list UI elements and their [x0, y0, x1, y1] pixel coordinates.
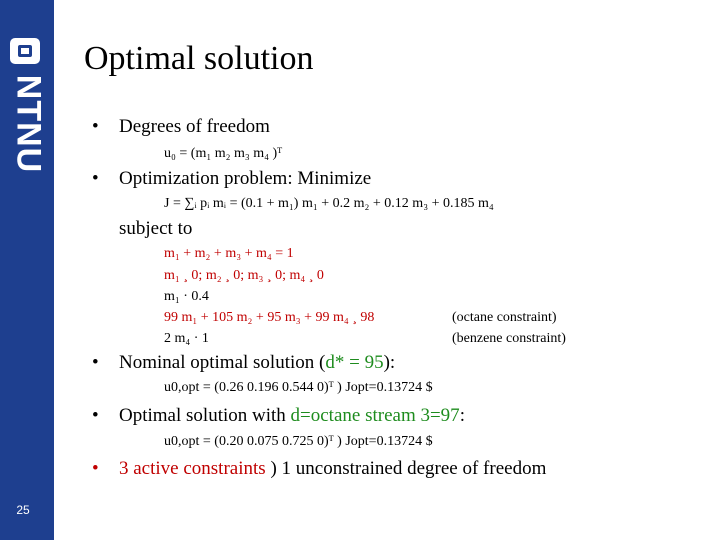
disturbance-value: d=octane stream 3=97	[290, 405, 460, 426]
active-constraints-count: 3 active constraints	[119, 458, 266, 479]
constraint-sum: m₁ + m₂ + m₃ + m₄ = 1	[164, 246, 294, 261]
slide-title: Optimal solution	[84, 40, 314, 77]
bullet-icon: •	[92, 352, 99, 373]
note-octane: (octane constraint)	[452, 310, 557, 325]
bullet-icon: •	[92, 458, 99, 479]
bullet-optimization-problem: Optimization problem: Minimize	[119, 168, 372, 189]
sidebar	[0, 0, 54, 540]
bullet-icon: •	[92, 405, 99, 426]
constraint-m1: m₁ · 0.4	[164, 289, 209, 304]
logo-text: NTNU	[9, 74, 48, 174]
constraint-benzene: 2 m₄ · 1	[164, 331, 209, 346]
formula-u0: u₀ = (m₁ m₂ m₃ m₄ )ᵀ	[164, 146, 283, 161]
bullet-optimal-with-disturbance: Optimal solution with d=octane stream 3=97:	[119, 405, 465, 426]
formula-cost-function: J = ∑ᵢ pᵢ mᵢ = (0.1 + m₁) m₁ + 0.2 m₂ + 0.12 m₃ + 0.185 m₄	[164, 196, 494, 211]
bullet-icon: •	[92, 168, 99, 189]
constraint-octane: 99 m₁ + 105 m₂ + 95 m₃ + 99 m₄ ¸ 98	[164, 310, 375, 325]
constraint-nonneg: m₁ ¸ 0; m₂ ¸ 0; m₃ ¸ 0; m₄ ¸ 0	[164, 268, 324, 283]
note-benzene: (benzene constraint)	[452, 331, 566, 346]
bullet-active-constraints: 3 active constraints ) 1 unconstrained degree of freedom	[119, 458, 547, 479]
page-number: 25	[16, 503, 30, 517]
formula-nominal-solution: u0,opt = (0.26 0.196 0.544 0)ᵀ ) Jopt=0.13724 $	[164, 380, 433, 395]
bullet-nominal-solution: Nominal optimal solution (d* = 95):	[119, 352, 396, 373]
bullet-degrees-of-freedom: Degrees of freedom	[119, 116, 270, 137]
bullet-icon: •	[92, 116, 99, 137]
ntnu-logo-icon	[10, 38, 40, 64]
nominal-disturbance: d* = 95	[325, 352, 384, 373]
formula-disturbed-solution: u0,opt = (0.20 0.075 0.725 0)ᵀ ) Jopt=0.13724 $	[164, 434, 433, 449]
subject-to-label: subject to	[119, 218, 193, 239]
